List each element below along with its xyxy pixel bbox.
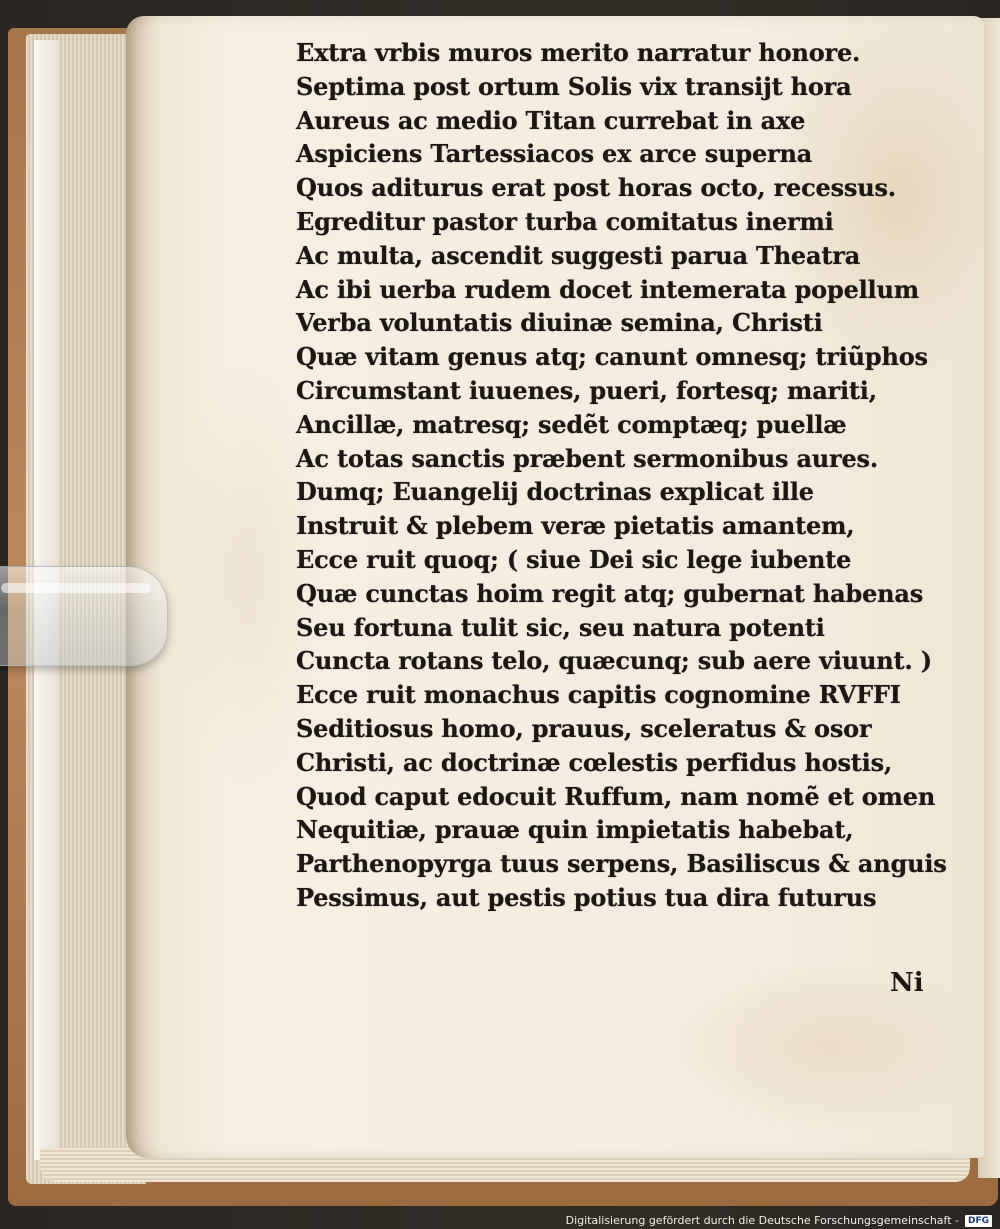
book-page bbox=[126, 16, 984, 1158]
text-line: Ac multa, ascendit suggesti parua Theatra bbox=[296, 240, 861, 270]
text-line: Quos aditurus erat post horas octo, recessus. bbox=[296, 173, 896, 203]
text-line: Extra vrbis muros merito narratur honore. bbox=[296, 38, 861, 67]
text-line: Ac totas sanctis præbent sermonibus aures. bbox=[296, 443, 879, 473]
text-line: Aureus ac medio Titan currebat in axe bbox=[296, 105, 806, 135]
digitization-credit bbox=[566, 1214, 992, 1227]
text-line: Dumq; Euangelij doctrinas explicat ille bbox=[296, 477, 814, 507]
credit-text: Digitalisierung gefördert durch die Deutsche Forschungsgemeinschaft - bbox=[565, 1214, 959, 1227]
text-line: Septima post ortum Solis vix transijt hora bbox=[296, 71, 852, 101]
text-line: Ancillæ, matresq; sedẽt comptæq; puellæ bbox=[296, 409, 847, 439]
text-line: Cuncta rotans telo, quæcunq; sub aere viuunt. ) bbox=[296, 646, 932, 676]
text-line: Parthenopyrga tuus serpens, Basiliscus & anguis bbox=[296, 849, 947, 879]
glass-page-weight bbox=[0, 566, 168, 666]
text-line: Circumstant iuuenes, pueri, fortesq; mariti, bbox=[296, 375, 877, 405]
text-line: Quæ vitam genus atq; canunt omnesq; triũphos bbox=[296, 342, 928, 372]
text-line: Egreditur pastor turba comitatus inermi bbox=[296, 206, 834, 236]
text-line: Seu fortuna tulit sic, seu natura potenti bbox=[296, 612, 825, 642]
text-line: Pessimus, aut pestis potius tua dira futurus bbox=[296, 882, 877, 912]
text-line: Quæ cunctas hoim regit atq; gubernat habenas bbox=[296, 578, 924, 608]
catchword: Ni bbox=[890, 968, 924, 998]
text-line: Seditiosus homo, prauus, sceleratus & osor bbox=[296, 713, 872, 743]
text-line: Ecce ruit monachus capitis cognomine RVFFI bbox=[296, 680, 901, 710]
text-line: Ecce ruit quoq; ( siue Dei sic lege iubente bbox=[296, 544, 852, 574]
text-line: Verba voluntatis diuinæ semina, Christi bbox=[296, 308, 823, 338]
dfg-logo: DFG bbox=[965, 1215, 992, 1227]
page-text bbox=[296, 36, 947, 915]
text-line: Ac ibi uerba rudem docet intemerata popellum bbox=[296, 274, 919, 304]
text-line: Christi, ac doctrinæ cœlestis perfidus hostis, bbox=[296, 747, 893, 777]
text-line: Quod caput edocuit Ruffum, nam nomẽ et omen bbox=[296, 781, 936, 811]
text-line: Aspiciens Tartessiacos ex arce superna bbox=[296, 139, 813, 169]
text-line: Instruit & plebem veræ pietatis amantem, bbox=[296, 511, 855, 541]
text-line: Nequitiæ, prauæ quin impietatis habebat, bbox=[296, 815, 854, 845]
